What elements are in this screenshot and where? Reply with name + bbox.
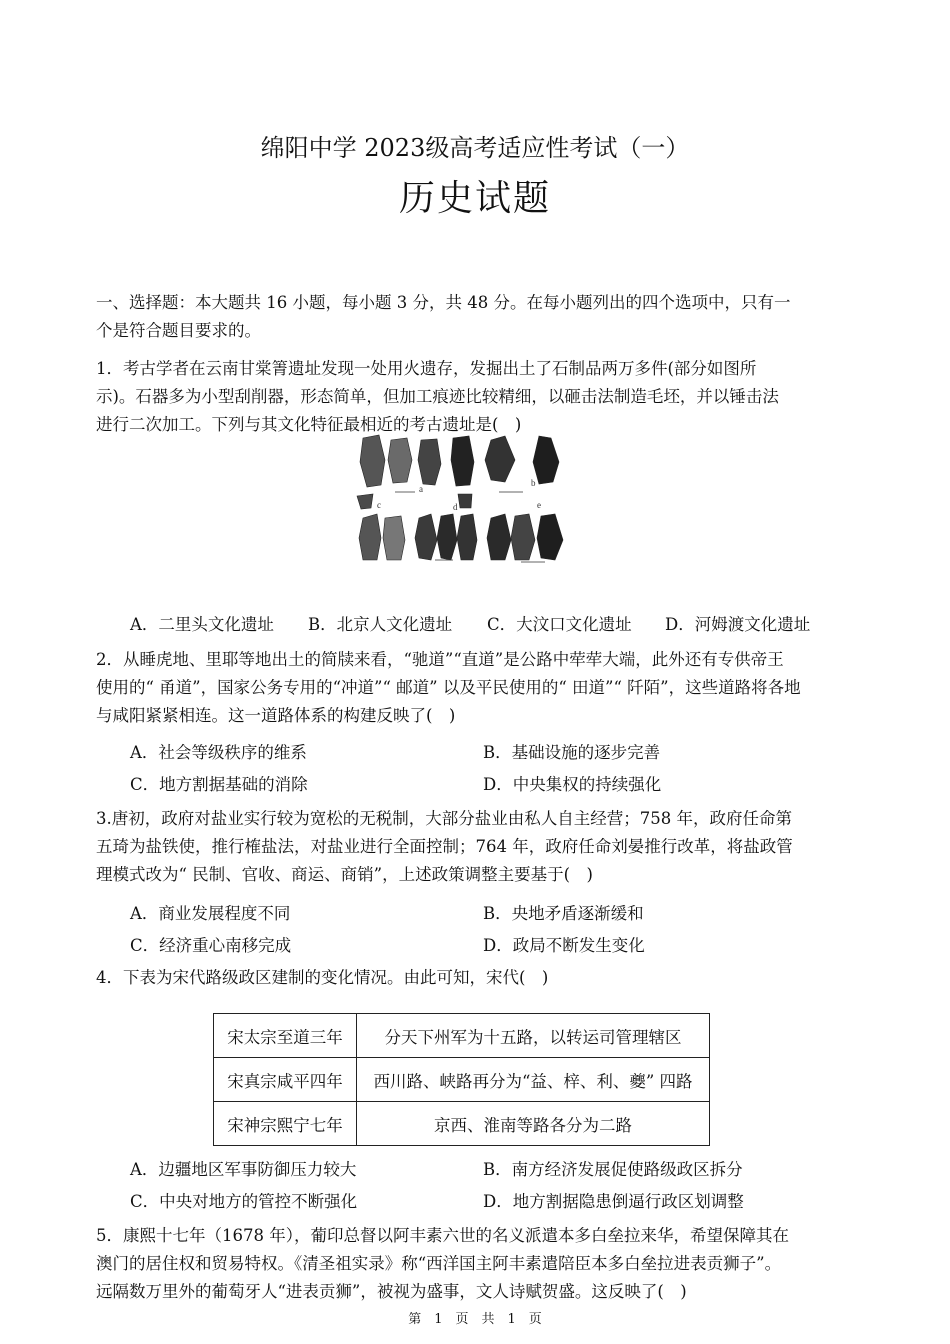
q3-option-a[interactable]: A．商业发展程度不同 [130, 904, 291, 923]
q3-stem-line1: 3.唐初，政府对盐业实行较为宽松的无税制，大部分盐业由私人自主经营；758 年，政府任命第 [96, 809, 792, 828]
q4-stem-line1: 4．下表为宋代路级政区建制的变化情况。由此可知，宋代( ) [96, 968, 549, 987]
exam-title: 绵阳中学 2023级高考适应性考试（一） [260, 134, 690, 162]
q1-option-a[interactable]: A．二里头文化遗址 [130, 615, 274, 634]
table-row [214, 1014, 710, 1058]
table-cell: 西川路、峡路再分为“益、梓、利、夔” 四路 [357, 1058, 710, 1102]
q1-option-b[interactable]: B．北京人文化遗址 [308, 615, 453, 634]
figure-label-b: b [531, 478, 536, 488]
q3-stem-line2: 五琦为盐铁使，推行榷盐法，对盐业进行全面控制；764 年，政府任命刘晏推行改革，将盐政管 [96, 837, 793, 856]
q1-stem-line2: 示)。石器多为小型刮削器，形态简单，但加工痕迹比较精细，以砸击法制造毛坯，并以锤击法 [96, 387, 779, 406]
q2-stem-line1: 2．从睡虎地、里耶等地出土的简牍来看，“驰道”“直道”是公路中荦荦大端，此外还有专供帝王 [96, 650, 784, 669]
q2-stem-line2: 使用的“ 甬道”，国家公务专用的“冲道”“ 邮道” 以及平民使用的“ 田道”“ 阡陌”，这些道路将各地 [96, 678, 801, 697]
q5-stem-line2: 澳门的居住权和贸易特权。《清圣祖实录》称“西洋国主阿丰素遣陪臣本多白垒拉进表贡狮子”。 [96, 1254, 782, 1273]
q2-option-d[interactable]: D．中央集权的持续强化 [483, 775, 662, 794]
q2-stem-line3: 与咸阳紧紧相连。这一道路体系的构建反映了( ) [96, 706, 456, 725]
q3-option-d[interactable]: D．政局不断发生变化 [483, 936, 645, 955]
figure-label-c: c [377, 500, 381, 510]
q1-stem-line1: 1．考古学者在云南甘棠箐遗址发现一处用火遗存，发掘出土了石制品两万多件(部分如图所 [96, 359, 757, 378]
q1-option-d[interactable]: D．河姆渡文化遗址 [665, 615, 811, 634]
q3-option-b[interactable]: B．央地矛盾逐渐缓和 [483, 904, 644, 923]
q4-table [213, 1013, 710, 1146]
table-cell: 宋太宗至道三年 [214, 1014, 357, 1058]
q4-option-c[interactable]: C．中央对地方的管控不断强化 [130, 1192, 358, 1211]
q1-option-c[interactable]: C．大汶口文化遗址 [487, 615, 632, 634]
section-instructions-cont: 个是符合题目要求的。 [96, 321, 261, 340]
figure-label-a: a [419, 484, 423, 494]
q5-stem-line3: 远隔数万里外的葡萄牙人“进表贡狮”，被视为盛事，文人诗赋贺盛。这反映了( ) [96, 1282, 687, 1301]
q2-option-c[interactable]: C．地方割据基础的消除 [130, 775, 308, 794]
figure-label-e: e [537, 500, 541, 510]
q3-option-c[interactable]: C．经济重心南移完成 [130, 936, 292, 955]
figure-label-d: d [453, 502, 458, 512]
section-instructions: 一、选择题：本大题共 16 小题，每小题 3 分，共 48 分。在每小题列出的四个选项中，只有一 [96, 293, 791, 312]
q1-stem-line3: 进行二次加工。下列与其文化特征最相近的考古遗址是( ) [96, 415, 522, 434]
table-row [214, 1102, 710, 1146]
stone-tools-figure [355, 430, 575, 570]
subject-title: 历史试题 [398, 178, 551, 219]
q2-option-a[interactable]: A．社会等级秩序的维系 [130, 743, 307, 762]
table-cell: 分天下州军为十五路，以转运司管理辖区 [357, 1014, 710, 1058]
page-footer: 第 1 页 共 1 页 [408, 1312, 542, 1327]
table-cell: 宋真宗咸平四年 [214, 1058, 357, 1102]
q4-option-d[interactable]: D．地方割据隐患倒逼行政区划调整 [483, 1192, 744, 1211]
q2-option-b[interactable]: B．基础设施的逐步完善 [483, 743, 661, 762]
q4-option-b[interactable]: B．南方经济发展促使路级政区拆分 [483, 1160, 743, 1179]
q3-stem-line3: 理模式改为“ 民制、官收、商运、商销”，上述政策调整主要基于( ) [96, 865, 593, 884]
table-cell: 宋神宗熙宁七年 [214, 1102, 357, 1146]
q4-option-a[interactable]: A．边疆地区军事防御压力较大 [130, 1160, 357, 1179]
table-row [214, 1058, 710, 1102]
table-cell: 京西、淮南等路各分为二路 [357, 1102, 710, 1146]
q5-stem-line1: 5．康熙十七年（1678 年），葡印总督以阿丰素六世的名义派遣本多白垒拉来华，希望保障其在 [96, 1226, 789, 1245]
